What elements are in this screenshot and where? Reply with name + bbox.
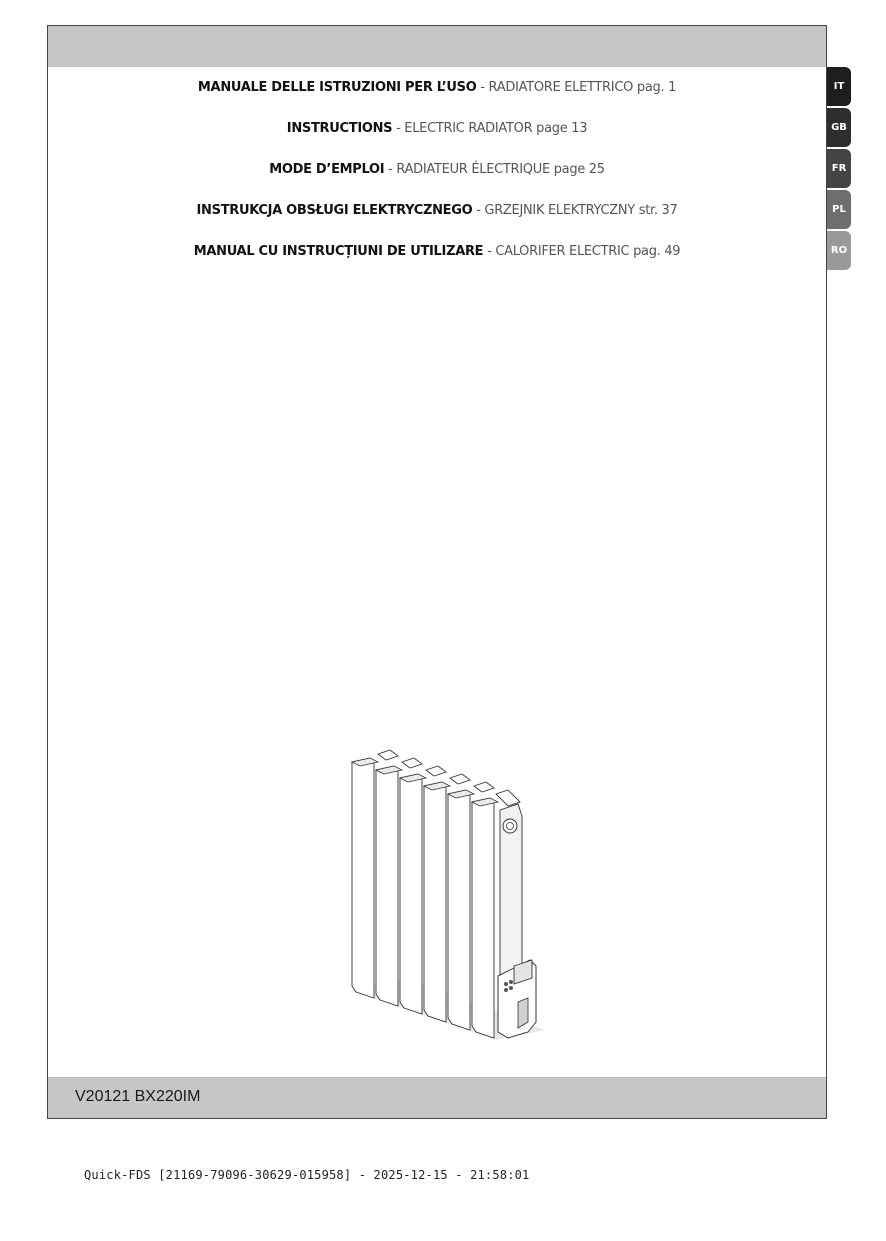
toc-title: INSTRUKCJA OBSŁUGI ELEKTRYCZNEGO xyxy=(196,203,473,218)
toc-entry-ro[interactable] xyxy=(48,242,826,283)
toc-subtitle: - ELECTRIC RADIATOR page 13 xyxy=(392,121,588,136)
toc-subtitle: - RADIATORE ELETTRICO pag. 1 xyxy=(476,80,677,95)
toc-entry-fr[interactable] xyxy=(48,160,826,201)
toc-entry-gb[interactable] xyxy=(48,119,826,160)
header-bar xyxy=(48,26,826,67)
toc-title: MANUALE DELLE ISTRUZIONI PER L’USO xyxy=(197,80,477,95)
electric-radiator-illustration xyxy=(330,740,570,1060)
tab-gb[interactable]: GB xyxy=(827,108,851,147)
toc-subtitle: - RADIATEUR ÉLECTRIQUE page 25 xyxy=(384,162,605,177)
tab-fr[interactable]: FR xyxy=(827,149,851,188)
model-code: V20121 BX220IM xyxy=(75,1088,201,1105)
tab-it[interactable]: IT xyxy=(827,67,851,106)
toc-title: INSTRUCTIONS xyxy=(286,121,393,136)
toc-subtitle: - CALORIFER ELECTRIC pag. 49 xyxy=(483,244,681,259)
toc-title: MANUAL CU INSTRUCȚIUNI DE UTILIZARE xyxy=(193,244,484,259)
toc-title: MODE D’EMPLOI xyxy=(269,162,385,177)
language-tabs xyxy=(827,67,851,272)
tab-ro[interactable]: RO xyxy=(827,231,851,270)
toc-entry-pl[interactable] xyxy=(48,201,826,242)
table-of-contents xyxy=(48,78,826,283)
tab-pl[interactable]: PL xyxy=(827,190,851,229)
toc-entry-it[interactable] xyxy=(48,78,826,119)
footer-bar xyxy=(48,1077,826,1118)
print-stamp: Quick-FDS [21169-79096-30629-015958] - 2025-12-15 - 21:58:01 xyxy=(84,1168,530,1182)
toc-subtitle: - GRZEJNIK ELEKTRYCZNY str. 37 xyxy=(472,203,678,218)
